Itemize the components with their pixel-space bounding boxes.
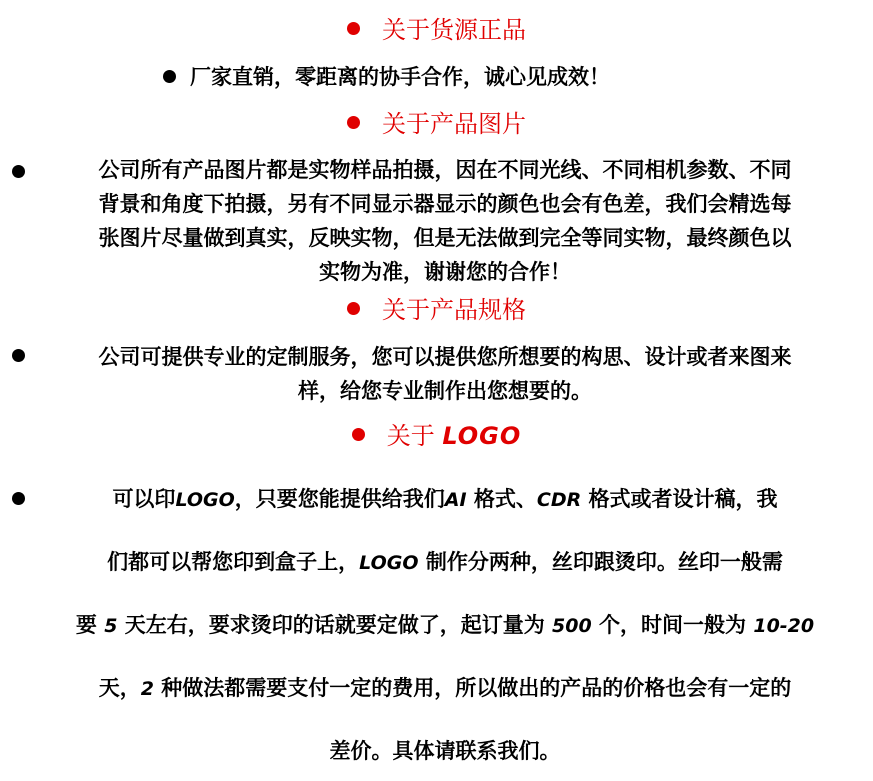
heading-text: 关于: [386, 422, 435, 450]
heading-product-specs: [0, 294, 873, 326]
paragraph-line: 实物为准，谢谢您的合作！: [319, 259, 571, 284]
red-bullet-icon: [347, 116, 360, 129]
heading-text: 关于货源正品: [382, 16, 526, 44]
paragraph-line: 公司所有产品图片都是实物样品拍摄，因在不同光线、不同相机参数、不同: [98, 157, 792, 182]
heading-logo-word: LOGO: [442, 422, 522, 450]
paragraph-line: 厂家直销，零距离的协手合作，诚心见成效！: [190, 64, 610, 89]
paragraph-line: 天，2 种做法都需要支付一定的费用，所以做出的产品的价格也会有一定的: [98, 675, 792, 700]
paragraph-line: 可以印LOGO，只要您能提供给我们AI 格式、CDR 格式或者设计稿，我: [112, 486, 778, 511]
red-bullet-icon: [352, 428, 365, 441]
heading-product-images: [0, 108, 873, 140]
red-bullet-icon: [347, 22, 360, 35]
paragraph-line: 公司可提供专业的定制服务，您可以提供您所想要的构思、设计或者来图来: [98, 344, 792, 369]
paragraph-line: 张图片尽量做到真实，反映实物，但是无法做到完全等同实物，最终颜色以: [98, 225, 792, 250]
paragraph-logo: [40, 468, 850, 781]
paragraph-line: 们都可以帮您印到盒子上，LOGO 制作分两种，丝印跟烫印。丝印一般需: [107, 549, 783, 574]
paragraph-line: 样，给您专业制作出您想要的。: [298, 378, 592, 403]
paragraph-authentic-goods: [190, 60, 690, 94]
paragraph-product-specs: [40, 340, 850, 408]
paragraph-line: 差价。具体请联系我们。: [329, 738, 561, 763]
heading-logo: [0, 420, 873, 452]
black-bullet-icon: [163, 70, 176, 83]
black-bullet-icon: [12, 492, 25, 505]
paragraph-line: 要 5 天左右，要求烫印的话就要定做了，起订量为 500 个，时间一般为 10-20: [75, 612, 815, 637]
heading-text: 关于产品规格: [382, 296, 526, 324]
heading-text: 关于产品图片: [382, 110, 526, 138]
paragraph-product-images: [40, 153, 850, 289]
black-bullet-icon: [12, 349, 25, 362]
black-bullet-icon: [12, 165, 25, 178]
heading-authentic-goods: [0, 14, 873, 46]
red-bullet-icon: [347, 302, 360, 315]
paragraph-line: 背景和角度下拍摄，另有不同显示器显示的颜色也会有色差，我们会精选每: [98, 191, 792, 216]
